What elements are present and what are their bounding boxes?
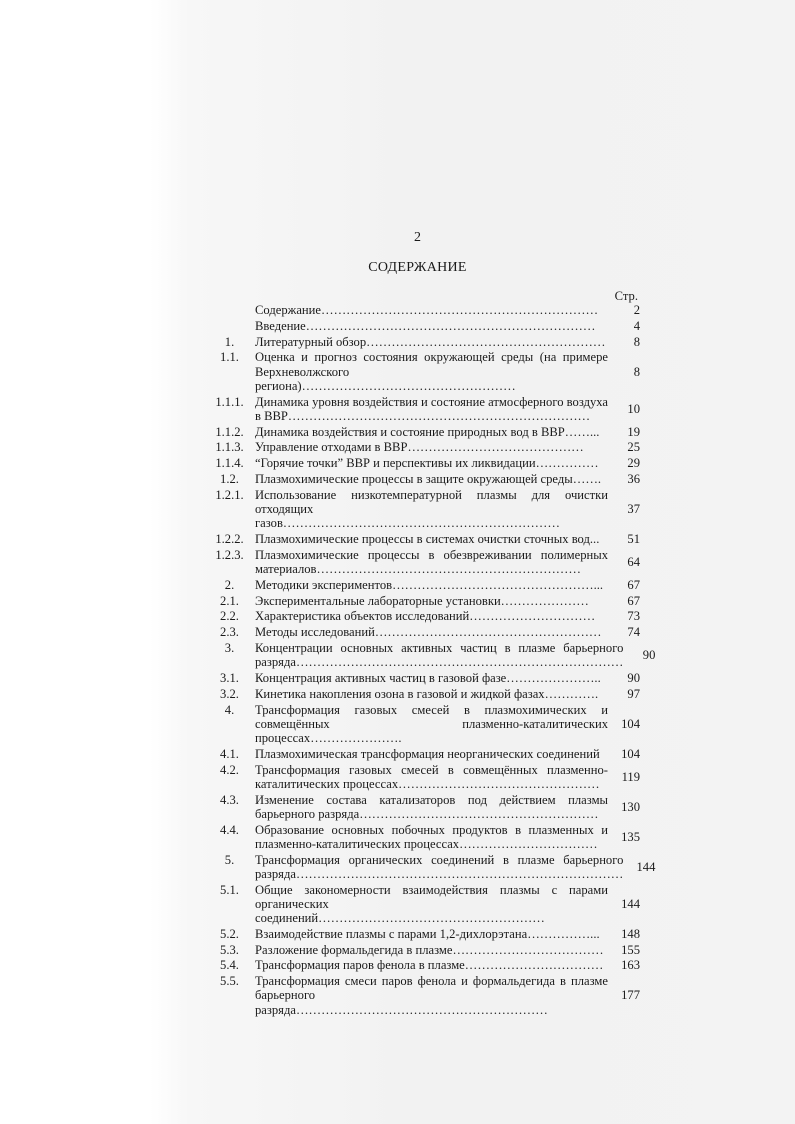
toc-entry-page: 119 [621,769,640,784]
toc-entry-title: Динамика воздействия и состояние природных вод в ВВР……... [255,424,600,439]
toc-entry-number: 3. [224,640,235,655]
toc-entry-page: 8 [633,364,640,379]
toc-entry-title: Методики экспериментов…………………………………………... [255,577,604,592]
toc-entry-number: 4. [224,702,235,717]
toc-entry-title: Трансформация смеси паров фенола и формальдегида в плазме барьерного разряда…………………………………………………… [255,974,608,1017]
toc-entry [212,958,640,972]
toc-entry [212,594,640,608]
toc-entry-number: 5.1. [220,882,239,897]
toc-entry-title: Оценка и прогноз состояния окружающей среды (на примере Верхневолжского региона)…………………………………………… [255,350,608,393]
toc-entry-page: 177 [621,988,640,1003]
toc-entry-title: Плазмохимические процессы в обезвреживании полимерных материалов……………………………………………………… [255,547,608,576]
toc-entry-title: “Горячие точки” ВВР и перспективы их ликвидации…………… [255,456,599,471]
toc-entry-number: 5.2. [220,926,239,941]
toc-entry-number: 1.2.3. [215,547,244,562]
toc-header [212,289,640,303]
page-number: 2 [414,230,421,245]
toc-entry-title: Взаимодействие плазмы с парами 1,2-дихлорэтана……………... [255,926,600,941]
toc-entry-number: 1.2.1. [215,487,244,502]
toc-entry-title: Трансформация паров фенола в плазме…………………………… [255,958,604,973]
toc-entry [212,488,640,531]
page-column-header: Стр. [614,289,638,303]
toc-entry-number: 3.1. [220,670,239,685]
toc-entry-page: 2 [633,303,640,317]
page-title: СОДЕРЖАНИЕ [368,260,467,275]
toc-entry-page: 155 [621,942,640,957]
toc-entry-title: Образование основных побочных продуктов в плазменных и плазменно-каталитических процессах…………………………… [255,822,608,851]
toc-entry [212,319,640,333]
toc-entry-number: 1.1. [220,350,239,365]
toc-entry-number: 1.2.2. [215,531,244,546]
toc-entry-number: 1.1.2. [215,424,244,439]
toc-entry [212,747,640,761]
table-of-contents [212,289,656,1018]
toc-rows [212,303,656,1017]
toc-entry-page: 104 [621,746,640,761]
toc-entry-page: 64 [627,554,640,569]
toc-entry-page: 97 [627,686,640,701]
toc-entry-page: 104 [621,716,640,731]
toc-entry-title: Изменение состава катализаторов под действием плазмы барьерного разряда………………………………………………… [255,792,608,821]
toc-entry-page: 90 [627,670,640,685]
toc-entry-number: 1.1.1. [215,394,244,409]
toc-entry [212,793,640,821]
toc-entry-number: 3.2. [220,686,239,701]
toc-entry-page: 144 [636,859,656,874]
toc-entry-page: 130 [621,799,640,814]
toc-entry [212,823,640,851]
toc-entry-number: 4.2. [220,762,239,777]
toc-entry [212,927,640,941]
toc-entry-title: Использование низкотемпературной плазмы для очистки отходящих газов………………………………………………………… [255,487,608,531]
toc-entry-title: Плазмохимические процессы в защите окружающей среды……. [255,471,602,486]
toc-entry-number [212,319,247,333]
toc-entry-number: 2. [224,577,235,592]
toc-entry-page: 144 [621,896,640,911]
toc-entry [212,943,640,957]
toc-entry-number: 1. [224,334,235,349]
toc-entry [212,350,640,393]
toc-entry [212,974,640,1017]
toc-entry-title: Плазмохимическая трансформация неорганических соединений [255,746,600,761]
toc-entry [212,440,640,454]
toc-entry-title: Кинетика накопления озона в газовой и жидкой фазах…………. [255,686,599,701]
toc-entry-title: Общие закономерности взаимодействия плазмы с парами органических соединений……………………………………………… [255,882,608,925]
toc-entry-number: 4.1. [220,746,239,761]
toc-entry-title: Экспериментальные лабораторные установки………………… [255,593,589,608]
toc-entry [212,763,640,791]
toc-entry-title: Методы исследований……………………………………………… [255,625,602,640]
toc-entry-number: 5.3. [220,942,239,957]
toc-entry-title: Характеристика объектов исследований………………………… [255,609,596,624]
toc-entry-page: 74 [627,625,640,640]
toc-entry-page: 36 [627,471,640,486]
toc-entry [212,703,640,746]
toc-entry-number: 2.1. [220,593,239,608]
toc-entry-page: 67 [627,577,640,592]
toc-entry [212,456,640,470]
toc-entry-title: Плазмохимические процессы в системах очистки сточных вод... [255,531,600,546]
toc-entry [212,883,640,926]
toc-entry-title: Литературный обзор………………………………………………… [255,334,606,349]
toc-entry-number: 2.3. [220,625,239,640]
toc-entry-page: 135 [621,829,640,844]
toc-entry-title: Введение…………………………………………………………… [255,318,596,333]
toc-entry [212,687,640,701]
toc-entry [212,625,640,639]
toc-entry [212,472,640,486]
toc-entry-number: 1.2. [220,471,239,486]
toc-entry-page: 67 [627,593,640,608]
toc-entry [212,548,640,576]
toc-entry [212,532,640,546]
toc-entry-title: Трансформация газовых смесей в плазмохимических и совмещённых плазменно-каталитических процессах…………………. [255,702,608,745]
toc-entry-title: Управление отходами в ВВР…………………………………… [255,440,584,455]
toc-entry [212,852,656,881]
toc-entry [212,425,640,439]
toc-entry-number: 1.1.4. [215,456,244,471]
toc-entry-number: 5.4. [220,958,239,973]
toc-entry-page: 4 [633,318,640,333]
toc-entry-title: Содержание………………………………………………………… [255,303,599,317]
toc-entry [212,640,656,670]
toc-entry-title: Концентрации основных активных частиц в плазме барьерного разряда…………………………………………………………………… [255,640,624,670]
toc-entry-page: 19 [627,424,640,439]
toc-entry-page: 73 [627,609,640,624]
toc-entry-number: 5. [224,852,235,867]
toc-entry [212,578,640,592]
toc-entry-number: 4.3. [220,792,239,807]
toc-entry [212,609,640,623]
toc-entry [212,395,640,423]
toc-entry-page: 29 [627,456,640,471]
toc-entry-page: 8 [633,334,640,349]
toc-entry-page: 148 [621,926,640,941]
toc-entry-number [212,303,247,317]
toc-entry [212,671,640,685]
toc-entry-page: 25 [627,440,640,455]
toc-entry-page: 37 [627,501,640,516]
toc-entry-page: 51 [627,531,640,546]
toc-entry [212,335,640,349]
toc-entry [212,303,640,317]
toc-entry-title: Трансформация органических соединений в плазме барьерного разряда…………………………………………………………………… [255,852,624,881]
toc-entry-number: 4.4. [220,822,239,837]
toc-entry-page: 163 [621,958,640,973]
toc-entry-title: Динамика уровня воздействия и состояние атмосферного воздуха в ВВР……………………………………………………………… [255,394,608,423]
toc-entry-number: 2.2. [220,609,239,624]
toc-entry-page: 10 [627,401,640,416]
toc-entry-title: Разложение формальдегида в плазме……………………………… [255,942,604,957]
toc-entry-page: 90 [642,648,656,663]
toc-entry-title: Трансформация газовых смесей в совмещённых плазменно-каталитических процессах………………………………………… [255,762,608,791]
toc-entry-title: Концентрация активных частиц в газовой фазе………………….. [255,670,601,685]
toc-entry-number: 1.1.3. [215,440,244,455]
toc-entry-number: 5.5. [220,974,239,989]
